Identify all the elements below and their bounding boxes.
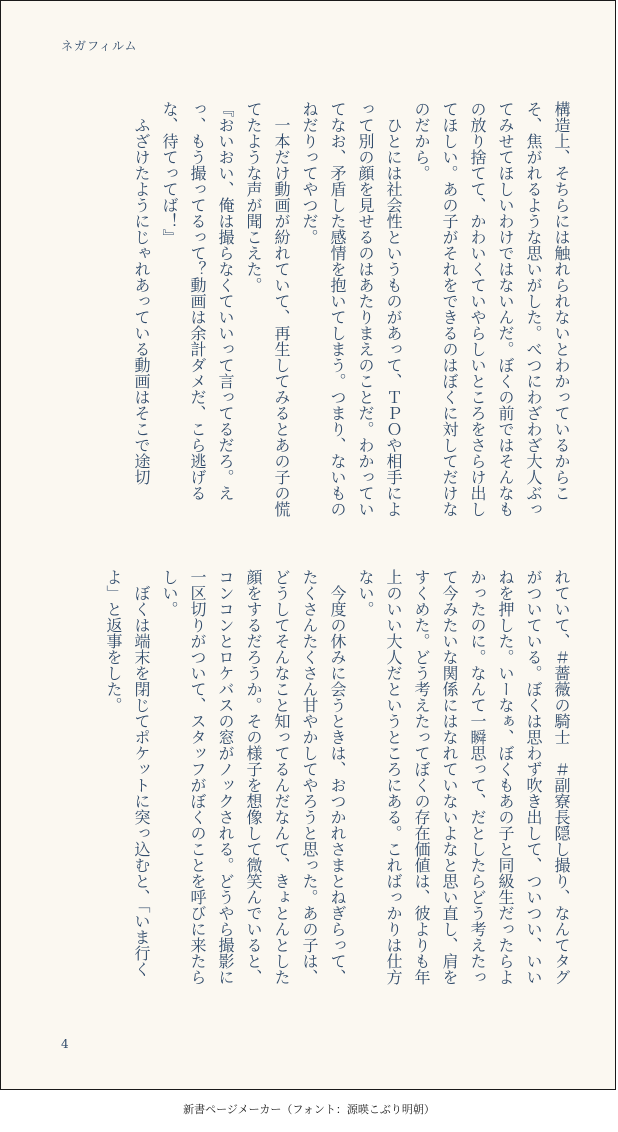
paragraph: 今度の休みに会うときは、おつかれさまとねぎらって、たくさんたくさん甘やかしてやろうと思った。あの子は、どうしてそんなこと知ってるんだなんて、きょとんとした顔をするだろうか。その様子を想像して微笑んでいると、コンコンとロケバスの窓がノックされる。どうやら撮影に一区切りがついて、スタッフがぼくのことを呼びに来たらしい。: [160, 569, 347, 985]
lower-text-block: [99, 569, 575, 994]
paragraph: ひとには社会性というものがあって、ＴＰＯや相手によって別の顔を見せるのはあたりまえのことだ。わかっていてなお、矛盾した感情を抱いてしまう。つまり、ないものねだりってやつだ。: [300, 101, 403, 517]
paragraph: ぼくは端末を閉じてポケットに突っ込むと、「いま行くよ」と返事をした。: [104, 569, 151, 977]
paragraph: 一本だけ動画が紛れていて、再生してみるとあの子の慌てたような声が聞こえた。: [244, 101, 291, 517]
page-number: 4: [61, 1037, 69, 1051]
paragraph: 構造上、そちらには触れられないとわかっているからこそ、焦がれるような思いがした。べつにわざわざ大人ぶってみせてほしいわけではないんだ。ぼくの前ではそんなもの放り捨てて、かわいくていやらしいところをさらけ出してほしい。あの子がそれをできるのはぼくに対してだけなのだから。: [412, 101, 571, 517]
upper-text-block: [127, 101, 575, 526]
running-title: ネガフィルム: [61, 39, 138, 53]
paragraph: 『おいおい、俺は撮らなくていいって言ってるだろ。えっ、もう撮ってるって？動画は余計ダメだ、こら逃げるな、待てってば！』: [160, 101, 235, 501]
generator-caption: 新書ページメーカー（フォント：源暎こぶり明朝）: [183, 1103, 435, 1116]
paragraph: ふざけたようにじゃれあっている動画はそこで途切: [132, 117, 151, 485]
paragraph: れていて、＃薔薇の騎士 ＃副寮長隠し撮り、なんてタグがついている。ぼくは思わず吹き出して、ついつい、いいねを押した。いーなぁ、ぼくもあの子と同級生だったらよかったのに。なんて一瞬思って、だとしたらどう考えたって今みたいな関係にはなれていないよなと思い直し、肩をすくめた。どう考えたってぼくの存在価値は、彼よりも年上のいい大人だというところにある。こればっかりは仕方ない。: [356, 569, 571, 985]
